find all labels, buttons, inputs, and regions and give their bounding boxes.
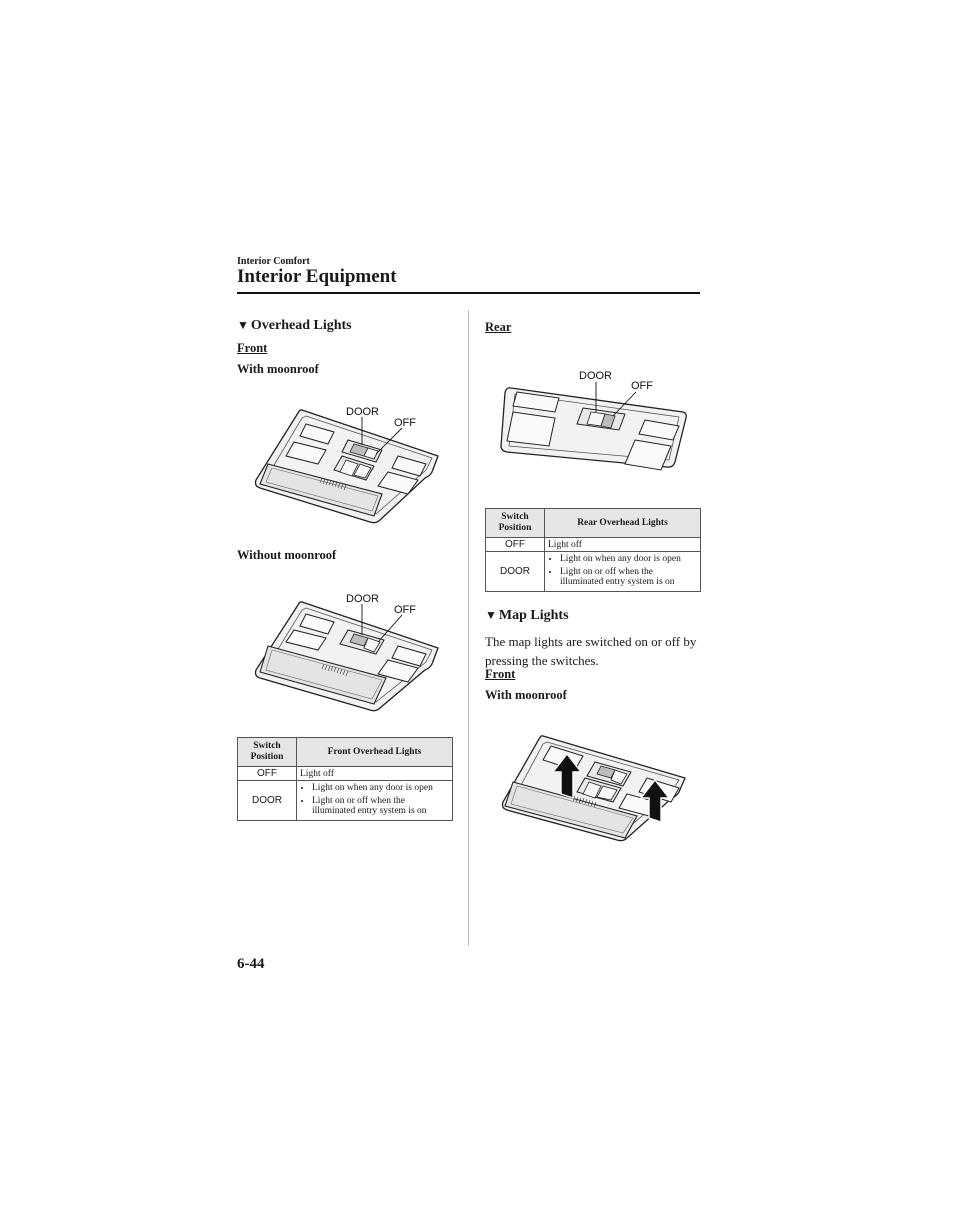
table-header-description: Front Overhead Lights xyxy=(297,738,453,767)
list-item: • Light on or off when the illuminated entry system is on xyxy=(312,796,449,816)
triangle-bullet-icon: ▼ xyxy=(237,318,249,332)
table-row xyxy=(238,767,453,781)
position-off: OFF xyxy=(486,538,545,552)
table-header-description: Rear Overhead Lights xyxy=(545,509,701,538)
overhead-lights-heading: ▼ Overhead Lights xyxy=(237,318,352,333)
list-item: • Light on or off when the illuminated entry system is on xyxy=(560,567,697,587)
map-with-moonroof-label: With moonroof xyxy=(485,688,567,702)
desc-door xyxy=(545,552,701,592)
list-item: • Light on when any door is open xyxy=(560,554,697,564)
desc-light-off: Light off xyxy=(297,767,453,781)
page-title: Interior Equipment xyxy=(237,266,397,287)
position-door: DOOR xyxy=(486,552,545,592)
list-item: • Light on when any door is open xyxy=(312,783,449,793)
front-label: Front xyxy=(237,341,268,355)
rear-overhead-diagram xyxy=(497,366,692,478)
table-header-position: Switch Position xyxy=(238,738,297,767)
rear-label: Rear xyxy=(485,320,512,334)
svg-text:DOOR: DOOR xyxy=(346,406,379,418)
svg-text:OFF: OFF xyxy=(394,417,416,429)
position-off: OFF xyxy=(238,767,297,781)
rear-overhead-table xyxy=(485,508,701,592)
front-overhead-moonroof-diagram xyxy=(250,398,445,528)
desc-light-off: Light off xyxy=(545,538,701,552)
with-moonroof-label: With moonroof xyxy=(237,362,319,376)
front-overhead-no-moonroof-diagram xyxy=(250,590,445,715)
table-row xyxy=(238,781,453,821)
page-number: 6-44 xyxy=(237,956,265,972)
triangle-bullet-icon: ▼ xyxy=(485,608,497,622)
without-moonroof-label: Without moonroof xyxy=(237,548,337,562)
svg-text:DOOR: DOOR xyxy=(579,370,612,382)
position-door: DOOR xyxy=(238,781,297,821)
svg-text:OFF: OFF xyxy=(394,604,416,616)
column-divider xyxy=(468,310,469,946)
desc-door xyxy=(297,781,453,821)
section-label: Interior Comfort xyxy=(237,256,310,267)
table-header-position: Switch Position xyxy=(486,509,545,538)
map-lights-heading: ▼ Map Lights xyxy=(485,608,569,623)
table-row xyxy=(486,552,701,592)
svg-text:DOOR: DOOR xyxy=(346,593,379,605)
title-rule xyxy=(237,292,700,294)
map-front-label: Front xyxy=(485,667,516,681)
front-overhead-table xyxy=(237,737,453,821)
map-lights-body: The map lights are switched on or off by pressing the switches. xyxy=(485,634,697,668)
svg-text:OFF: OFF xyxy=(631,380,653,392)
table-row xyxy=(486,538,701,552)
map-lights-diagram xyxy=(497,732,692,844)
